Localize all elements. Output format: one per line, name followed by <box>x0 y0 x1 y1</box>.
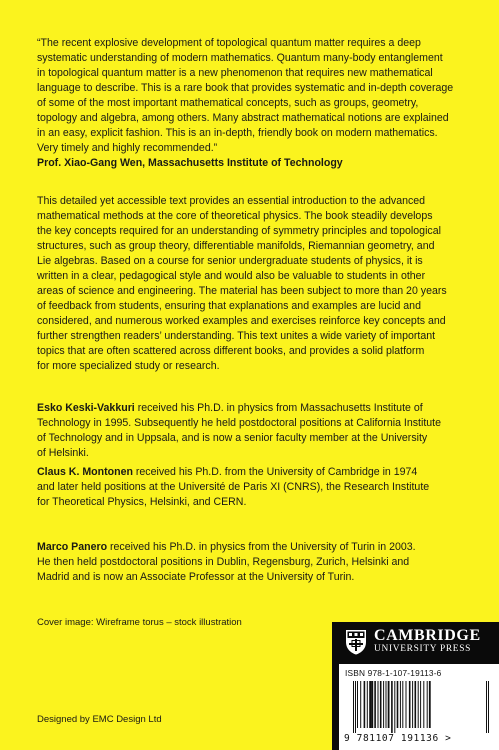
author-bio-text: received his Ph.D. in physics from Massachusetts Institute of Technology in 1995. Subsequently he held postdoctoral positions at California Institute of Technology and in Uppsala, and is now a senior faculty member at the University of Helsinki. <box>37 402 441 459</box>
barcode-bar <box>380 681 382 728</box>
barcode-bar <box>364 681 366 728</box>
barcode-bar <box>369 681 371 728</box>
barcode-bar <box>371 681 373 728</box>
university-crest-icon <box>344 629 368 655</box>
barcode-bars <box>352 681 492 733</box>
barcode-bar <box>378 681 379 728</box>
barcode-bar <box>383 681 384 728</box>
author-bio <box>37 540 467 585</box>
endorsement-quote <box>37 36 467 171</box>
barcode-bar <box>429 681 431 728</box>
barcode-bar <box>394 681 395 733</box>
barcode-bar <box>357 681 358 728</box>
author-name: Esko Keski-Vakkuri <box>37 402 135 414</box>
isbn-label: ISBN 978-1-107-19113-6 <box>345 668 442 678</box>
designer-credit: Designed by EMC Design Ltd <box>37 714 162 725</box>
barcode-bar <box>486 681 487 733</box>
barcode-bar <box>412 681 413 728</box>
publisher-block <box>332 622 499 750</box>
author-name: Claus K. Montonen <box>37 466 133 478</box>
quote-text: “The recent explosive development of topological quantum matter requires a deep systematic understanding of modern mathematics. Quantum many-body entanglement in topological quantum matter is a new phenomenon that requires new mathematical language to describe. This is a rare book that provides systematic and in-depth coverage of some of the most important mathematical concepts, such as groups, geometry, topology and algebra, among others. Many abstract mathematical notions are explained in an easy, explicit fashion. This is an in-depth, friendly book on modern mathematics. Very timely and highly recommended.” <box>37 37 454 154</box>
barcode-bar <box>409 681 411 728</box>
book-description: This detailed yet accessible text provides an essential introduction to the advanced mathematical methods at the core of theoretical physics. The book steadily develops the key concepts required for an understanding of symmetry principles and topological structures, such as group theory, differentiable manifolds, Riemannian geometry, and Lie algebras. Based on a course for senior undergraduate students of physics, it is written in a clear, pedagogical style and would also be valuable to students in other areas of science and engineering. The material has been subject to more than 20 years of feedback from students, ensuring that explanations and examples are lucid and considered, and numerous worked examples and exercises reinforce key concepts and further strengthen readers’ understanding. This text unites a wide variety of important topics that are often scattered across different books, and provides a solid platform for more specialized study or research. <box>37 195 447 372</box>
author-bio-text: received his Ph.D. in physics from the University of Turin in 2003. He then held postdoctoral positions in Dublin, Regensburg, Zurich, Helsinki and Madrid and is now an Associate Professor at the University of Turin. <box>37 541 416 583</box>
barcode-bar <box>386 681 387 728</box>
barcode-bar <box>420 681 421 728</box>
author-bio <box>37 465 467 510</box>
barcode-bar <box>355 681 356 733</box>
barcode-bar <box>400 681 401 728</box>
author-bio-text: received his Ph.D. from the University of Cambridge in 1974 and later held positions at the Université de Paris XI (CNRS), the Research Institute for Theoretical Physics, Helsinki, and CERN. <box>37 466 430 508</box>
cover-image-credit: Cover image: Wireframe torus – stock illustration <box>37 617 242 628</box>
barcode-bar <box>388 681 390 728</box>
barcode-bar <box>397 681 399 728</box>
barcode-bar <box>367 681 368 728</box>
barcode-bar <box>360 681 361 728</box>
barcode-bar <box>406 681 407 728</box>
barcode-bar <box>423 681 424 728</box>
barcode-bar <box>353 681 354 733</box>
barcode-bar <box>402 681 403 728</box>
author-name: Marco Panero <box>37 541 108 553</box>
publisher-name: CAMBRIDGE <box>374 627 481 644</box>
barcode-bar <box>427 681 428 728</box>
barcode-digits: 9 781107 191136 > <box>344 733 452 744</box>
quote-attribution: Prof. Xiao-Gang Wen, Massachusetts Institute of Technology <box>37 157 343 169</box>
barcode-bar <box>374 681 376 728</box>
barcode-bar <box>418 681 419 728</box>
barcode-bar <box>488 681 489 733</box>
barcode-bar <box>391 681 393 733</box>
author-bio <box>37 401 467 461</box>
barcode-bar <box>415 681 417 728</box>
publisher-subname: UNIVERSITY PRESS <box>374 644 472 654</box>
isbn-barcode <box>339 664 499 750</box>
